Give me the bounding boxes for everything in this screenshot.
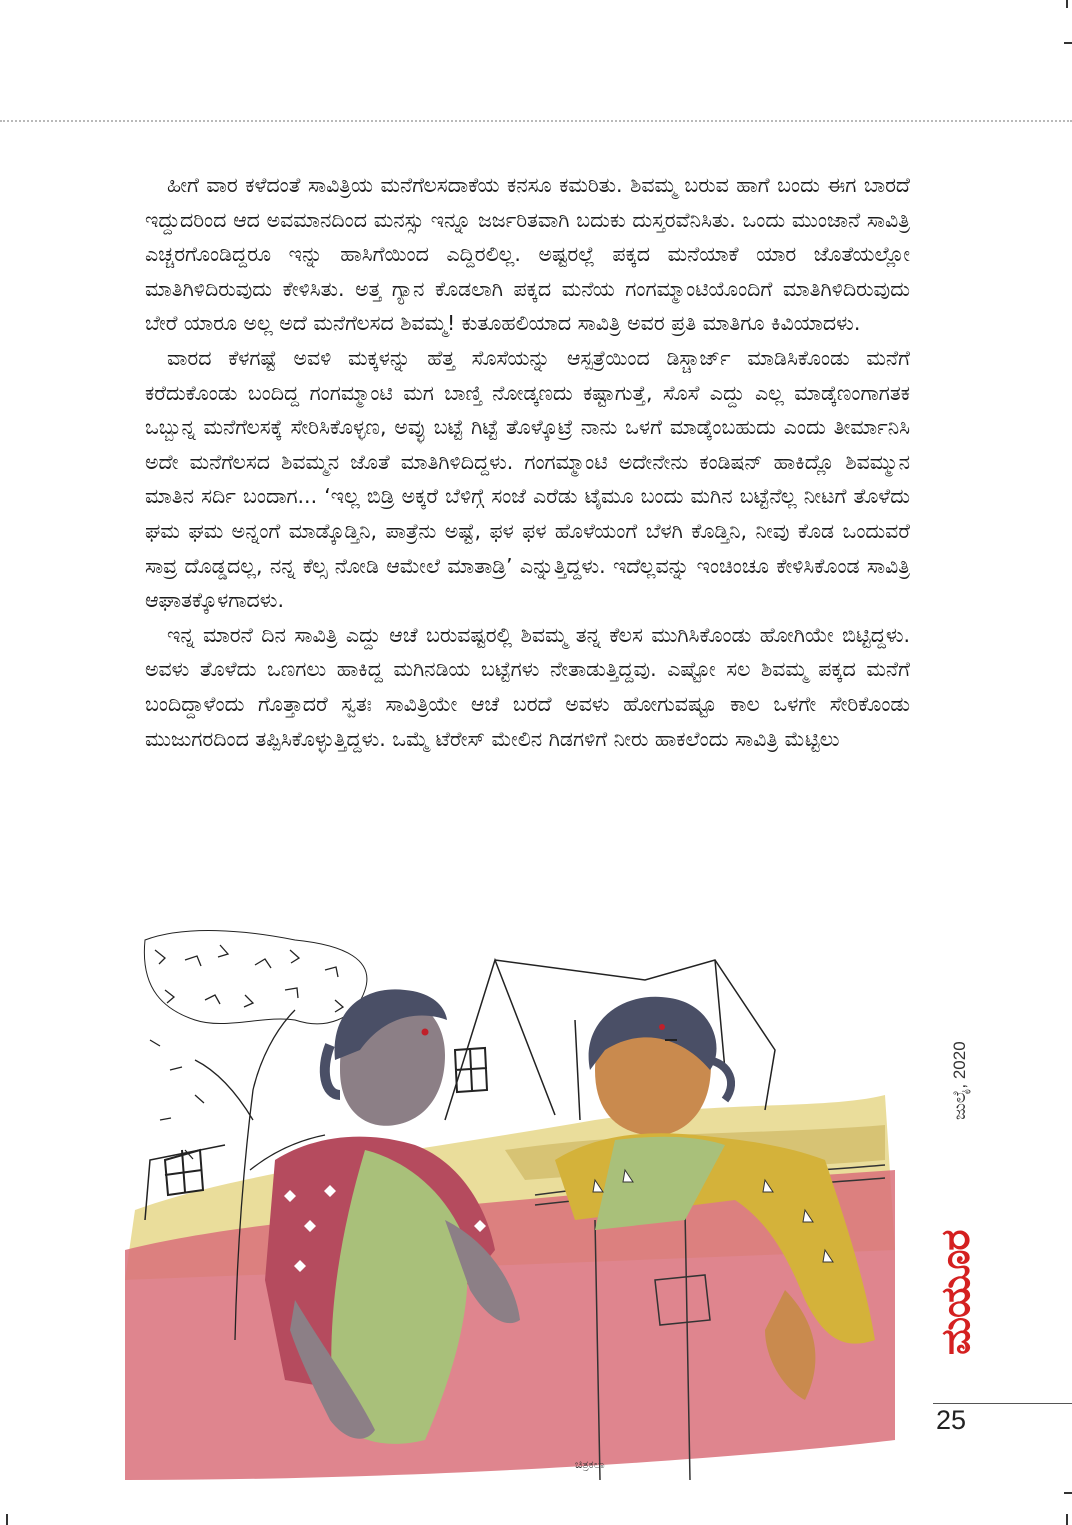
article-paragraph-2: ವಾರದ ಕೆಳಗಷ್ಟೆ ಅವಳಿ ಮಕ್ಕಳನ್ನು ಹೆತ್ತ ಸೊಸೆಯನ್ನು ಆಸ್ಪತ್ರೆಯಿಂದ ಡಿಸ್ಚಾರ್ಜ್ ಮಾಡಿಸಿಕೊಂಡು ಮನೆಗೆ ಕರೆದುಕೊಂಡು ಬಂದಿದ್ದ ಗಂಗಮ್ಮಾಂಟಿ ಮಗ ಬಾಣ್ತಿ ನೋಡ್ಕಣದು ಕಷ್ಟಾಗುತ್ತೆ, ಸೊಸೆ ಎದ್ದು ಎಲ್ಲ ಮಾಡ್ಕೆಣಂಗಾಗತಕ ಒಬ್ಬುನ್ನ ಮನೆಗೆಲಸಕ್ಕೆ ಸೇರಿಸಿಕೊಳ್ಳಣ, ಅವ್ಳು ಬಟ್ಟೆ ಗಿಟ್ಟೆ ತೊಳ್ಕೊಟ್ರೆ ನಾನು ಒಳಗೆ ಮಾಡ್ಕೆಂಬಹುದು ಎಂದು ತೀರ್ಮಾನಿಸಿ ಅದೇ ಮನೆಗೆಲಸದ ಶಿವಮ್ಮನ ಜೊತೆ ಮಾತಿಗಿಳಿದಿದ್ದಳು. ಗಂಗಮ್ಮಾಂಟಿ ಅದೇನೇನು ಕಂಡಿಷನ್ ಹಾಕಿದ್ಲೊ ಶಿವಮ್ಮುನ ಮಾತಿನ ಸರ್ದಿ ಬಂದಾಗ... ‘ಇಲ್ಲ ಬಿಡ್ರಿ ಅಕ್ಕರೆ ಬೆಳಿಗ್ಗೆ ಸಂಜೆ ಎರೆಡು ಟೈಮೂ ಬಂದು ಮಗಿನ ಬಟ್ಟೆನೆಲ್ಲ ನೀಟಗೆ ತೊಳೆದು ಘಮ ಘಮ ಅನ್ನಂಗೆ ಮಾಡ್ಕೊಡ್ತಿನಿ, ಪಾತ್ರೆನು ಅಷ್ಟೆ, ಫಳ ಫಳ ಹೊಳೆಯಂಗೆ ಬೆಳಗಿ ಕೊಡ್ತಿನಿ, ನೀವು ಕೊಡ ಒಂದುವರೆ ಸಾವ್ರ ದೊಡ್ಡದಲ್ಲ, ನನ್ನ ಕೆಲ್ಸ ನೋಡಿ ಆಮೇಲೆ ಮಾತಾಡ್ರಿ’ ಎನ್ನುತ್ತಿದ್ದಳು. ಇದೆಲ್ಲವನ್ನು ಇಂಚಿಂಚೂ ಕೇಳಿಸಿಕೊಂಡ ಸಾವಿತ್ರಿ ಆಘಾತಕ್ಕೊಳಗಾದಳು. xyxy=(145,345,910,613)
crop-mark-bottom-left xyxy=(6,1514,8,1525)
crop-mark-right-top xyxy=(1064,42,1072,44)
crop-mark-right-bottom xyxy=(1064,1492,1072,1494)
crop-mark-top-right xyxy=(1066,0,1068,8)
story-illustration xyxy=(125,920,895,1500)
artist-signature: ಚಿತ್ರಕಲಾ xyxy=(575,1458,605,1471)
article-paragraph-3: ಇನ್ನ ಮಾರನೆ ದಿನ ಸಾವಿತ್ರಿ ಎದ್ದು ಆಚೆ ಬರುವಷ್ಟರಲ್ಲಿ ಶಿವಮ್ಮ ತನ್ನ ಕೆಲಸ ಮುಗಿಸಿಕೊಂಡು ಹೋಗಿಯೇ ಬಿಟ್ಟಿದ್ದಳು. ಅವಳು ತೊಳೆದು ಒಣಗಲು ಹಾಕಿದ್ದ ಮಗಿನಡಿಯ ಬಟ್ಟೆಗಳು ನೇತಾಡುತ್ತಿದ್ದವು. ಎಷ್ಟೋ ಸಲ ಶಿವಮ್ಮ ಪಕ್ಕದ ಮನೆಗೆ ಬಂದಿದ್ದಾಳೆಂದು ಗೊತ್ತಾದರೆ ಸ್ವತಃ ಸಾವಿತ್ರಿಯೇ ಆಚೆ ಬರದೆ ಅವಳು ಹೋಗುವಷ್ಟೂ ಕಾಲ ಒಳಗೇ ಸೇರಿಕೊಂಡು ಮುಜುಗರದಿಂದ ತಪ್ಪಿಸಿಕೊಳ್ಳುತ್ತಿದ್ದಳು. ಒಮ್ಮೆ ಟೆರೇಸ್ ಮೇಲಿನ ಗಿಡಗಳಿಗೆ ನೀರು ಹಾಕಲೆಂದು ಸಾವಿತ್ರಿ ಮೆಟ್ಟಿಲು xyxy=(145,622,910,751)
article-body xyxy=(145,168,910,756)
article-paragraph-1: ಹೀಗೆ ವಾರ ಕಳೆದಂತೆ ಸಾವಿತ್ರಿಯ ಮನೆಗೆಲಸದಾಕೆಯ ಕನಸೂ ಕಮರಿತು. ಶಿವಮ್ಮ ಬರುವ ಹಾಗೆ ಬಂದು ಈಗ ಬಾರದೆ ಇದ್ದುದರಿಂದ ಆದ ಅವಮಾನದಿಂದ ಮನಸ್ಸು ಇನ್ನೂ ಜರ್ಜರಿತವಾಗಿ ಬದುಕು ದುಸ್ತರವೆನಿಸಿತು. ಒಂದು ಮುಂಜಾನೆ ಸಾವಿತ್ರಿ ಎಚ್ಚರಗೊಂಡಿದ್ದರೂ ಇನ್ನು ಹಾಸಿಗೆಯಿಂದ ಎದ್ದಿರಲಿಲ್ಲ. ಅಷ್ಟರಲ್ಲೆ ಪಕ್ಕದ ಮನೆಯಾಕೆ ಯಾರ ಜೊತೆಯಲ್ಲೋ ಮಾತಿಗಿಳಿದಿರುವುದು ಕೇಳಿಸಿತು. ಅತ್ತ ಗ್ಯಾನ ಕೊಡಲಾಗಿ ಪಕ್ಕದ ಮನೆಯ ಗಂಗಮ್ಮಾಂಟಿಯೊಂದಿಗೆ ಮಾತಿಗಿಳಿದಿರುವುದು ಬೇರೆ ಯಾರೂ ಅಲ್ಲ ಅದೆ ಮನೆಗೆಲಸದ ಶಿವಮ್ಮ! ಕುತೂಹಲಿಯಾದ ಸಾವಿತ್ರಿ ಅವರ ಪ್ರತಿ ಮಾತಿಗೂ ಕಿವಿಯಾದಳು. xyxy=(145,173,910,336)
issue-date-text: ಜುಲೈ, 2020 xyxy=(950,1041,969,1120)
header-dotted-rule xyxy=(0,120,1072,122)
page-number-rule xyxy=(933,1403,1072,1404)
page-number: 25 xyxy=(936,1405,967,1435)
crop-mark-bottom-right xyxy=(1066,1514,1068,1525)
magazine-masthead: ಮಯೂರ xyxy=(933,1230,979,1355)
